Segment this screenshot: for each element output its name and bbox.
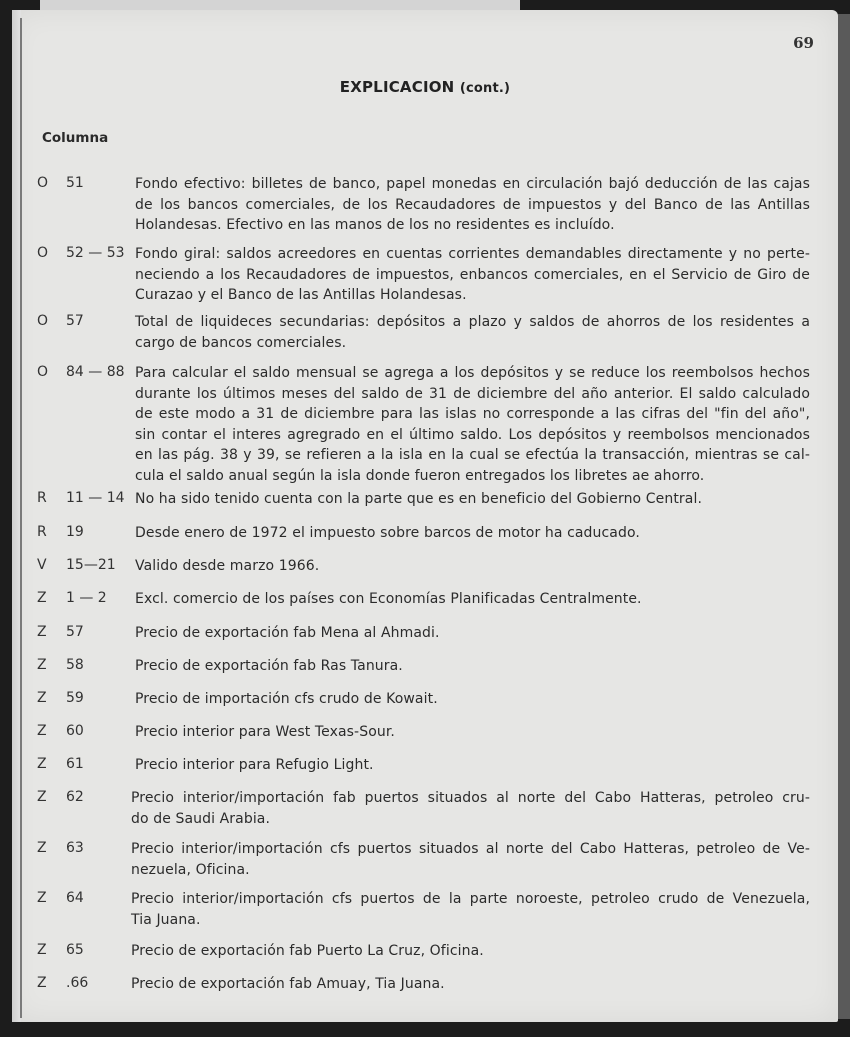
description-line: de los bancos comerciales, de los Recaudadores de impuestos y del Banco de las Antillas (135, 196, 810, 213)
entry-description (135, 722, 810, 743)
entry-table-letter: R (37, 490, 47, 506)
entry-column-number: 63 (66, 840, 84, 856)
description-line: Tia Juana. (131, 911, 201, 928)
entry-description (131, 941, 810, 962)
entry-table-letter: Z (37, 942, 47, 958)
entry-description (135, 244, 810, 306)
description-line: de este modo a 31 de diciembre para las islas no corresponde a las cifras del "fin del año", (135, 406, 810, 422)
entry-column-number: 11 — 14 (66, 490, 125, 506)
description-line: Precio de exportación fab Mena al Ahmadi. (135, 625, 440, 641)
description-line: Curazao y el Banco de las Antillas Holandesas. (135, 287, 467, 303)
entry-description (135, 363, 810, 486)
description-line: Precio de exportación fab Puerto La Cruz, Oficina. (131, 943, 484, 959)
entry-description (131, 974, 810, 995)
entry-description (135, 556, 810, 577)
entry-description (131, 788, 810, 829)
entry-column-number: 65 (66, 942, 84, 958)
description-line: cula el saldo anual según la isla donde fueron entregados los libretes ae ahorro. (135, 467, 705, 484)
entry-column-number: 62 (66, 789, 84, 805)
binding-line (20, 18, 22, 1018)
description-line: neciendo a los Recaudadores de impuestos, enbancos comerciales, en el Servicio de Giro de (135, 266, 810, 283)
entry-column-number: 58 (66, 657, 84, 673)
entry-column-number: 52 — 53 (66, 245, 125, 261)
entry-table-letter: Z (37, 624, 47, 640)
description-line: Precio interior/importación fab puertos situados al norte del Cabo Hatteras, petroleo cru- (131, 790, 810, 806)
description-line: durante los últimos meses del saldo de 31 de diciembre del año anterior. El saldo calculado (135, 385, 810, 402)
entry-table-letter: Z (37, 789, 47, 805)
entry-description (135, 523, 810, 544)
description-line: Precio interior/importación cfs puertos situados al norte del Cabo Hatteras, petroleo de Ve- (131, 841, 810, 857)
column-header: Columna (42, 130, 109, 146)
entry-description (135, 689, 810, 710)
entry-table-letter: Z (37, 657, 47, 673)
entry-column-number: 57 (66, 624, 84, 640)
description-line: Fondo giral: saldos acreedores en cuentas corrientes demandables directamente y no perte- (135, 246, 810, 262)
description-line: Fondo efectivo: billetes de banco, papel monedas en circulación bajó deducción de las cajas (135, 176, 810, 192)
entry-column-number: .66 (66, 975, 89, 991)
entry-column-number: 15—21 (66, 557, 116, 573)
entry-description (135, 623, 810, 644)
description-line: Precio interior para West Texas-Sour. (135, 724, 395, 740)
description-line: Precio de importación cfs crudo de Kowait. (135, 691, 438, 707)
document-page (12, 10, 838, 1022)
entry-table-letter: Z (37, 690, 47, 706)
description-line: sin contar el interes agregrado en el último saldo. Los depósitos y reembolsos mencionados (135, 426, 810, 443)
page-edge (836, 14, 850, 1019)
entry-description (135, 312, 810, 353)
entry-description (135, 489, 810, 510)
description-line: Precio interior para Refugio Light. (135, 757, 374, 773)
entry-column-number: 19 (66, 524, 84, 540)
entry-table-letter: O (37, 364, 49, 380)
entry-column-number: 51 (66, 175, 84, 191)
description-line: en las pág. 38 y 39, se refieren a la isla en la cual se efectúa la transacción, mientras se cal- (135, 447, 810, 463)
entry-description (135, 656, 810, 677)
entry-table-letter: Z (37, 756, 47, 772)
entry-column-number: 1 — 2 (66, 590, 107, 606)
entry-table-letter: Z (37, 840, 47, 856)
entry-column-number: 59 (66, 690, 84, 706)
description-line: Para calcular el saldo mensual se agrega a los depósitos y se reduce los reembolsos hechos (135, 365, 810, 381)
description-line: Excl. comercio de los países con Economías Planificadas Centralmente. (135, 591, 642, 607)
description-line: Precio interior/importación cfs puertos de la parte noroeste, petroleo crudo de Venezuela, (131, 891, 810, 907)
description-line: Valido desde marzo 1966. (135, 558, 320, 574)
entry-table-letter: Z (37, 890, 47, 906)
page-number: 69 (793, 34, 814, 52)
description-line: do de Saudi Arabia. (131, 810, 271, 827)
entry-description (131, 889, 810, 930)
description-line: Holandesas. Efectivo en las manos de los no residentes es incluído. (135, 217, 615, 233)
entry-table-letter: O (37, 313, 49, 329)
description-line: cargo de bancos comerciales. (135, 334, 347, 351)
description-line: No ha sido tenido cuenta con la parte que es en beneficio del Gobierno Central. (135, 491, 702, 507)
entry-table-letter: Z (37, 590, 47, 606)
entry-column-number: 84 — 88 (66, 364, 125, 380)
entry-table-letter: V (37, 557, 47, 573)
entry-description (135, 589, 810, 610)
entry-description (131, 839, 810, 880)
description-line: Precio de exportación fab Ras Tanura. (135, 658, 403, 674)
description-line: Total de liquideces secundarias: depósitos a plazo y saldos de ahorros de los residentes a (135, 314, 810, 330)
title-suffix: (cont.) (459, 81, 511, 96)
entry-table-letter: O (37, 245, 49, 261)
entry-description (135, 174, 810, 236)
description-line: Desde enero de 1972 el impuesto sobre barcos de motor ha caducado. (135, 525, 640, 541)
title-text: EXPLICACION (339, 78, 455, 96)
entry-column-number: 64 (66, 890, 84, 906)
entry-table-letter: Z (37, 975, 47, 991)
entry-table-letter: Z (37, 723, 47, 739)
description-line: nezuela, Oficina. (131, 861, 250, 878)
description-line: Precio de exportación fab Amuay, Tia Juana. (131, 976, 445, 992)
entry-column-number: 57 (66, 313, 84, 329)
entry-table-letter: R (37, 524, 47, 540)
entry-description (135, 755, 810, 776)
entry-column-number: 60 (66, 723, 84, 739)
entry-column-number: 61 (66, 756, 84, 772)
entry-table-letter: O (37, 175, 49, 191)
page-title (12, 78, 838, 96)
